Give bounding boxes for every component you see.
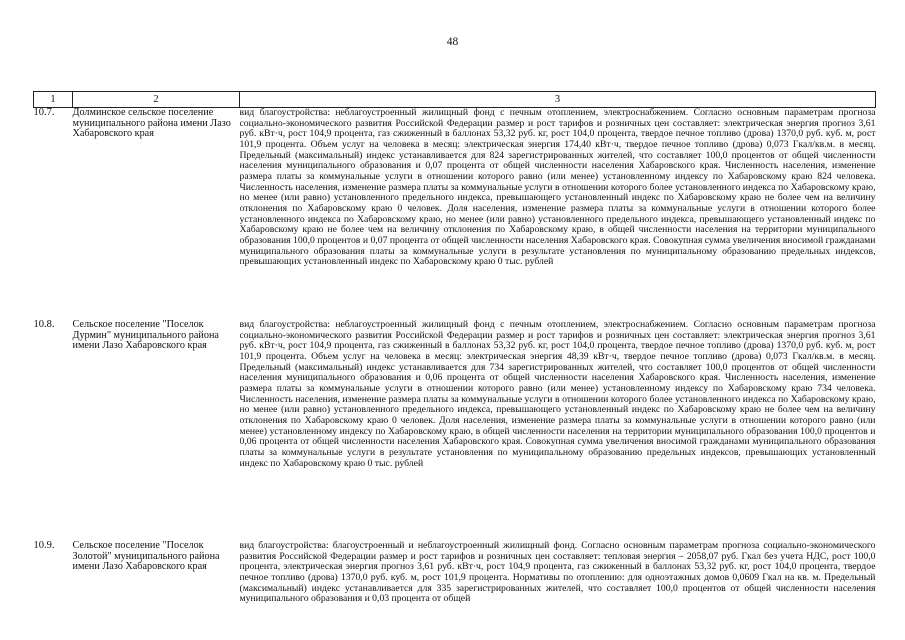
row-description-text: вид благоустройства: благоустроенный и неблагоустроенный жилищный фонд. Согласно основным параметрам прогноза социально-экономического развития Российской Федерации размер и рост тарифов и розничных цен составляет: тепловая энергия – 2058,07 руб. Гкал без учета НДС, рост 100,0 процента, электрическая энергия прогноз 3,61 руб. кВт·ч, рост 104,9 процента, газ сжиженный в баллонах 53,32 руб. кг, рост 104,0 процента, твердое печное топливо (дрова) 1370,0 руб. куб. м, рост 101,9 процента. Нормативы по отоплению: для одноэтажных домов 0,0609 Гкал на кв. м. Предельный (максимальный) индекс устанавливается для 335 зарегистрированных жителей, что составляет 100,0 процентов от общей численности населения муниципального образования и 0,03 процента от общей	[239, 541, 876, 605]
row-description: вид благоустройства: неблагоустроенный жилищный фонд с печным отоплением, электроснабжением. Согласно основным параметрам прогноза социально-экономического развития Российской Федерации размер и рост тарифов и розничных цен составляет: электрическая энергия прогноз 3,61 руб. кВт·ч, рост 104,9 процента, газ сжиженный в баллонах 53,32 руб. кг, рост 104,0 процента, твердое печное топливо (дрова) 1370,0 руб. куб. м, рост 101,9 процента. Объем услуг на человека в месяц: электрическая энергия 174,40 кВт·ч, твердое печное топливо (дрова) 0,073 Гкал/кв.м. в месяц. Предельный (максимальный) индекс устанавливается для 824 зарегистрированных жителей, что составляет 100,0 процентов от общей численности населения муниципального образования и 0,07 процента от общей численности населения Хабаровского края. Численность населения, изменение размера платы за коммунальные услуги в отношении которого равно (или менее) установленному индексу по Хабаровскому краю 824 человека. Численность населения, изменение размера платы за коммунальные услуги в отношении которого более установленного индекса по Хабаровскому краю, но менее (или равно) установленного предельного индекса, превышающего установленный индекс по Хабаровскому краю не более чем на величину отклонения по Хабаровскому краю 0 человек. Доля населения, изменение размера платы за коммунальные услуги в отношении которого более установленного индекса по Хабаровскому краю, но менее (или равно) установленного предельного индекса, превышающего установленный индекс по Хабаровскому краю не более чем на величину отклонения по Хабаровскому краю, в общей численности населения на территории муниципального образования 100,0 процентов и 0,07 процента от общей численности населения Хабаровского края. Совокупная сумма увеличения вносимой гражданами муниципального образования платы за коммунальные услуги в результате установления по муниципальному образованию предельных индексов, превышающих установленный индекс по Хабаровскому краю 0 тыс. рублей	[239, 107, 876, 268]
municipality-name: Сельское поселение "Поселок Дурмин" муниципального района имени Лазо Хабаровского края	[72, 319, 219, 352]
column-header-1: 1	[34, 92, 73, 108]
column-header-3: 3	[240, 92, 876, 108]
table-row	[34, 537, 876, 616]
table-row	[34, 318, 876, 537]
header-row	[34, 92, 876, 108]
page-number: 48	[446, 36, 459, 48]
municipality-name: Сельское поселение "Поселок Золотой" муниципального района имени Лазо Хабаровского края	[72, 540, 220, 573]
row-description: вид благоустройства: неблагоустроенный жилищный фонд с печным отоплением, электроснабжением. Согласно основным параметрам прогноза социально-экономического развития Российской Федерации размер и рост тарифов и розничных цен составляет: электрическая энергия прогноз 3,61 руб. кВт·ч, рост 104,9 процента, газ сжиженный в баллонах 53,32 руб. кг, рост 104,0 процента, твердое печное топливо (дрова) 1370,0 руб. куб. м, рост 101,9 процента. Объем услуг на человека в месяц: электрическая энергия 48,39 кВт·ч, твердое печное топливо (дрова) 0,073 Гкал/кв.м. в месяц. Предельный (максимальный) индекс устанавливается для 734 зарегистрированных жителей, что составляет 100,0 процентов от общей численности населения муниципального образования и 0,06 процента от общей численности населения Хабаровского края. Численность населения, изменение размера платы за коммунальные услуги в отношении которого равно (или менее) установленному индексу по Хабаровскому краю 734 человека. Численность населения, изменение размера платы за коммунальные услуги в отношении которого более установленного индекса по Хабаровскому краю, но менее (или равно) установленного предельного индекса, превышающего установленный индекс по Хабаровскому краю не более чем на величину отклонения по Хабаровскому краю 0 человек. Доля населения, изменение размера платы за коммунальные услуги в отношении которого равно (или менее) установленному индексу по Хабаровскому краю, в общей численности населения на территории муниципального образования 100,0 процентов и 0,06 процента от общей численности населения Хабаровского края. Совокупная сумма увеличения вносимой гражданами муниципального образования платы за коммунальные услуги в результате установления по муниципальному образованию предельных индексов, превышающих установленный индекс по Хабаровскому краю 0 тыс. рублей	[239, 319, 876, 469]
row-number: 10.7.	[33, 107, 55, 118]
row-number: 10.9.	[33, 540, 55, 551]
tariff-table	[33, 91, 876, 616]
municipality-name: Долминское сельское поселение муниципального района имени Лазо Хабаровского края	[72, 107, 231, 140]
row-description	[240, 537, 876, 616]
row-number: 10.8.	[33, 319, 55, 330]
column-header-2: 2	[73, 92, 240, 108]
table-row	[34, 108, 876, 319]
